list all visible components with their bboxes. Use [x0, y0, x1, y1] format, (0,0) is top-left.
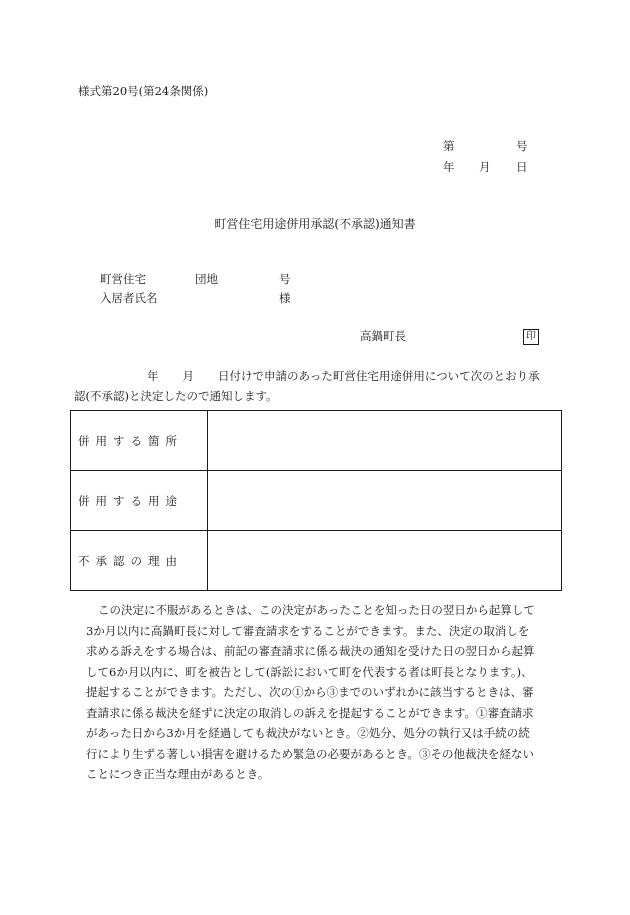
document-title: 町営住宅用途併用承認(不承認)通知書: [214, 217, 416, 231]
notice-line: 求める訴えをする場合は、前記の審査請求に係る裁決の通知を受けた日の翌日から起算: [86, 644, 535, 658]
intro-year-label: 年: [147, 369, 159, 383]
housing-complex-label: 団地: [195, 272, 218, 286]
row-value-usage-location: [208, 411, 562, 471]
resident-name-label: 入居者氏名: [100, 291, 158, 305]
approval-details-table: [70, 410, 562, 591]
issuer-name: 高鍋町長: [360, 329, 406, 343]
appeal-notice-paragraph: [74, 600, 560, 785]
notice-line: があった日から3か月を経過しても裁決がないとき。②処分、処分の執行又は手続の続: [86, 726, 530, 740]
table-row: [71, 471, 562, 531]
table-row: [71, 411, 562, 471]
intro-paragraph: [74, 366, 554, 406]
intro-line-2: 認(不承認)と決定したので通知します。: [74, 389, 278, 403]
honorific-label: 様: [279, 291, 291, 305]
form-number: 様式第20号(第24条関係): [78, 84, 209, 98]
table-row: [71, 531, 562, 591]
date-day-label: 日: [516, 160, 528, 174]
date-month-label: 月: [479, 160, 491, 174]
row-label-usage-purpose: 併用する用途: [71, 471, 208, 531]
row-label-rejection-reason: 不承認の理由: [71, 531, 208, 591]
intro-line-1-text: 日付けで申請のあった町営住宅用途併用について次のとおり承: [218, 369, 540, 383]
notice-line: 3か月以内に高鍋町長に対して審査請求をすることができます。また、決定の取消しを: [86, 623, 530, 638]
housing-label: 町営住宅: [100, 272, 146, 286]
row-value-rejection-reason: [208, 531, 562, 591]
row-label-usage-location: 併用する箇所: [71, 411, 208, 471]
notice-line: 査請求に係る裁決を経ずに決定の取消しの訴えを提起することができます。①審査請求: [86, 705, 534, 720]
intro-line-1: [74, 366, 554, 386]
notice-line: ことにつき正当な理由があるとき。: [86, 767, 270, 781]
notice-line: この決定に不服があるときは、この決定があったことを知った日の翌日から起算して: [98, 603, 535, 617]
document-number-suffix: 号: [516, 139, 528, 153]
row-value-usage-purpose: [208, 471, 562, 531]
housing-unit-label: 号: [279, 272, 291, 286]
notice-line: 提起することができます。ただし、次の①から③までのいずれかに該当するときは、審: [86, 685, 534, 699]
date-year-label: 年: [443, 160, 455, 174]
intro-month-label: 月: [182, 369, 194, 383]
notice-line: 行により生ずる著しい損害を避けるため緊急の必要があるとき。③その他裁決を経ない: [86, 746, 535, 761]
document-number-prefix: 第: [443, 139, 455, 153]
official-seal-mark: 印: [523, 329, 539, 345]
notice-line: して6か月以内に、町を被告として(訴訟において町を代表する者は町長となります。)、: [86, 664, 533, 679]
